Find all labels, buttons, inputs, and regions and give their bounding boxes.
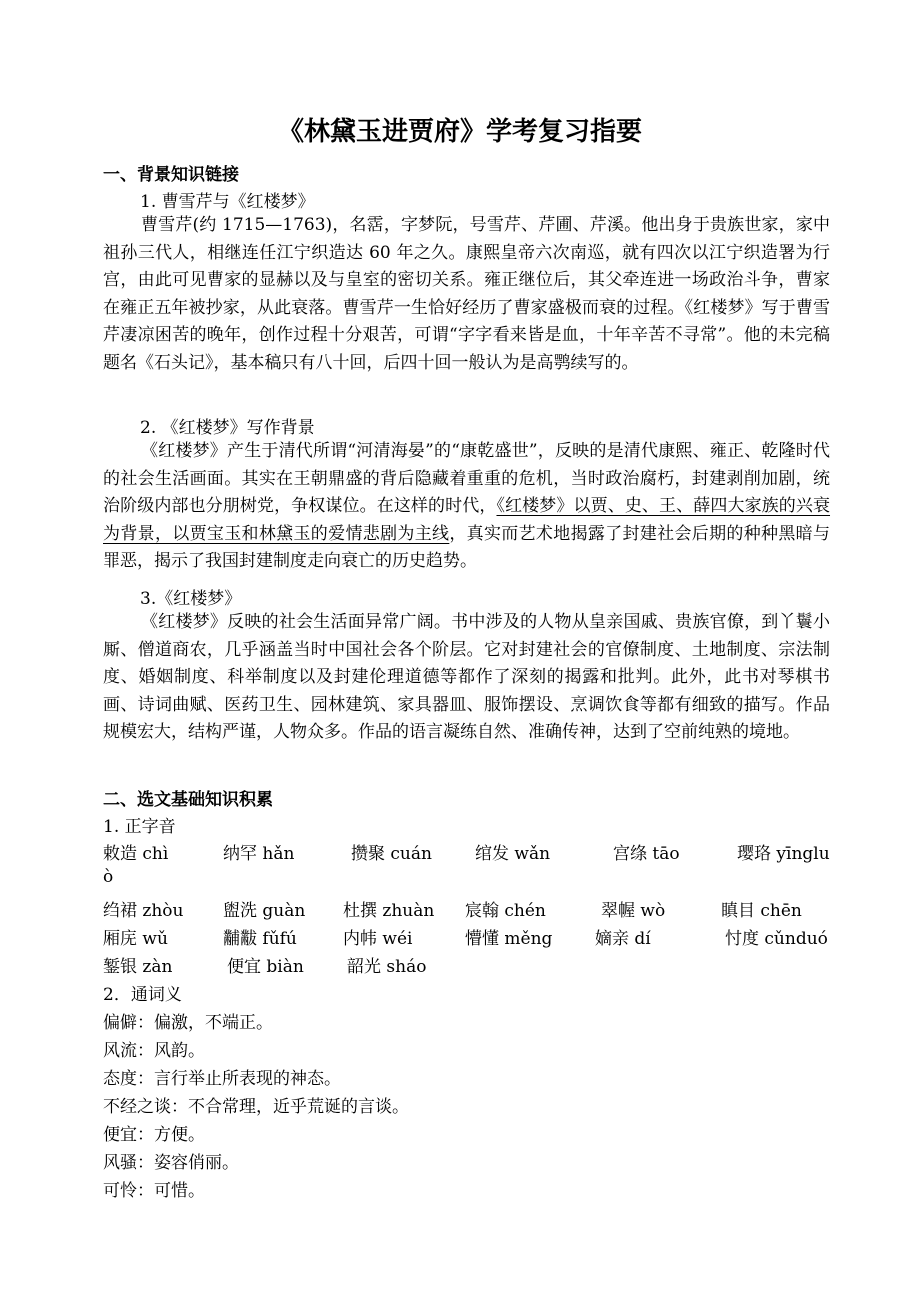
pronunciation-item: 宫绦 tāo: [613, 844, 680, 864]
pronunciation-item: 内帏 wéi: [343, 929, 413, 949]
subsection-title-background: 2. 《红楼梦》写作背景: [140, 418, 315, 438]
pronunciation-item: 厢庑 wǔ: [103, 929, 168, 949]
paragraph-background-text-b: ，真实而艺术地揭露了封建社会后期的种种黑暗与罪恶，揭示了我国封建制度走向衰亡的历史趋势。: [103, 523, 831, 571]
pronunciation-item: 杜撰 zhuàn: [343, 901, 435, 921]
word-meaning-item: 可怜：可惜。: [103, 1181, 205, 1201]
section-heading-knowledge: 二、选文基础知识积累: [103, 790, 273, 810]
pronunciation-item: 黼黻 fǔfú: [223, 929, 297, 949]
pronunciation-item: 韶光 sháo: [347, 957, 427, 977]
underlined-key-sentence: 《红楼梦》以贾、史、王、薛四大家族的兴衰为背景，以贾宝玉和林黛玉的爱情悲剧为主线: [103, 496, 831, 544]
pronunciation-item: 忖度 cǔnduó: [725, 929, 828, 949]
pronunciation-item: 便宜 biàn: [227, 957, 304, 977]
subsection-title-honglou: 3.《红楼梦》: [140, 589, 242, 609]
word-meaning-item: 态度：言行举止所表现的神态。: [103, 1069, 341, 1089]
pronunciation-item: 攒聚 cuán: [351, 844, 432, 864]
subsection-title-caoxueqin: 1. 曹雪芹与《红楼梦》: [140, 192, 315, 212]
word-meaning-item: 风骚：姿容俏丽。: [103, 1153, 239, 1173]
page-title: 《林黛玉进贾府》学考复习指要: [277, 117, 642, 147]
paragraph-caoxueqin: 曹雪芹(约 1715—1763)，名霑，字梦阮，号雪芹、芹圃、芹溪。他出身于贵族世家，家中祖孙三代人，相继连任江宁织造达 60 年之久。康熙皇帝六次南巡，就有四次以江宁织造署为行宫，由此可见曹家的显赫以及与皇室的密切关系。雍正继位后，其父牵连进一场政治斗争，曹家在雍正五年被抄家，从此衰落。曹雪芹一生恰好经历了曹家盛极而衰的过程。《红楼梦》写于曹雪芹凄凉困苦的晚年，创作过程十分艰苦，可谓“字字看来皆是血，十年辛苦不寻常”。他的未完稿题名《石头记》，基本稿只有八十回，后四十回一般认为是高鹗续写的。: [103, 215, 830, 373]
paragraph-background-text-a: 《红楼梦》产生于清代所谓“河清海晏”的“康乾盛世”，反映的是清代康熙、雍正、乾隆时代的社会生活画面。其实在王朝鼎盛的背后隐藏着重重的危机，当时政治腐朽，封建剥削加剧，统治阶级内部也分朋树党，争权谋位。在这样的时代，: [103, 441, 830, 516]
pronunciation-item: 盥洗 guàn: [223, 901, 306, 921]
section-heading-background: 一、背景知识链接: [103, 165, 239, 185]
word-meaning-item: 风流：风韵。: [103, 1041, 205, 1061]
pronunciation-item: 敕造 chì: [103, 844, 169, 864]
word-meaning-item: 便宜：方便。: [103, 1125, 205, 1145]
pronunciation-item: 璎珞 yīnglu: [737, 844, 830, 864]
word-meaning-item: 偏僻：偏激，不端正。: [103, 1013, 273, 1033]
word-meaning-title: 2．通词义: [103, 985, 182, 1005]
pronunciation-item: 纳罕 hǎn: [223, 844, 295, 864]
pronunciation-item: 绉裙 zhòu: [103, 901, 184, 921]
pronunciation-item: 宸翰 chén: [465, 901, 546, 921]
pronunciation-item: 嫡亲 dí: [595, 929, 651, 949]
pronunciation-item: 瞋目 chēn: [721, 901, 802, 921]
pronunciation-item: 绾发 wǎn: [475, 844, 551, 864]
paragraph-honglou: 《红楼梦》反映的社会生活面异常广阔。书中涉及的人物从皇亲国戚、贵族官僚，到丫鬟小厮、僧道商农，几乎涵盖当时中国社会各个阶层。它对封建社会的官僚制度、土地制度、宗法制度、婚姻制度、科举制度以及封建伦理道德等都作了深刻的揭露和批判。此外，此书对琴棋书画、诗词曲赋、医药卫生、园林建筑、家具器皿、服饰摆设、烹调饮食等都有细致的描写。作品规模宏大，结构严谨，人物众多。作品的语言凝练自然、准确传神，达到了空前纯熟的境地。: [103, 612, 830, 742]
pronunciation-title: 1. 正字音: [103, 817, 176, 837]
pronunciation-item: ò: [103, 867, 114, 887]
word-meaning-item: 不经之谈：不合常理，近乎荒诞的言谈。: [103, 1097, 409, 1117]
paragraph-background: [103, 438, 830, 576]
pronunciation-item: 翠幄 wò: [601, 901, 666, 921]
pronunciation-item: 懵懂 měng: [465, 929, 553, 949]
pronunciation-item: 錾银 zàn: [103, 957, 173, 977]
